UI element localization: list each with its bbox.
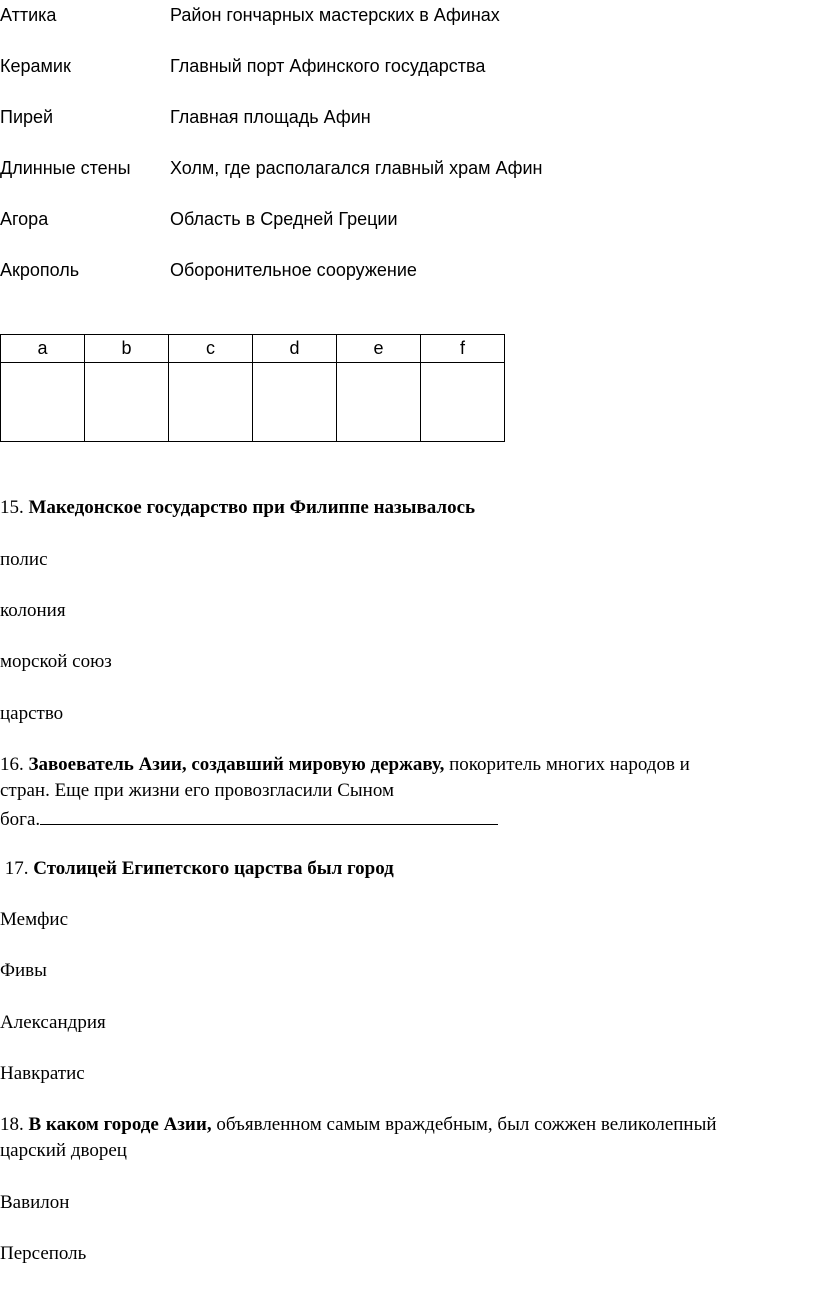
answer-cell[interactable] xyxy=(337,363,421,442)
match-term: Акрополь xyxy=(0,260,80,280)
question-15 xyxy=(0,497,475,519)
answer-table-header-row xyxy=(1,335,505,363)
question-text: Македонское государство при Филиппе называлось xyxy=(28,497,476,518)
question-number: 18. xyxy=(0,1114,24,1135)
answer-cell[interactable] xyxy=(1,363,85,442)
match-definition: Район гончарных мастерских в Афинах xyxy=(170,5,500,25)
question-text: Завоеватель Азии, создавший мировую державу, xyxy=(28,754,445,775)
match-row xyxy=(0,209,760,233)
match-definition: Холм, где располагался главный храм Афин xyxy=(170,158,543,178)
option: Вавилон xyxy=(0,1192,70,1213)
match-row xyxy=(0,158,760,182)
question-18 xyxy=(0,1114,717,1136)
question-text: Столицей Египетского царства был город xyxy=(33,858,394,879)
question-16 xyxy=(0,754,690,776)
option: царство xyxy=(0,703,64,724)
match-term: Длинные стены xyxy=(0,158,131,178)
option: морской союз xyxy=(0,651,112,672)
match-term: Агора xyxy=(0,209,49,229)
answer-table xyxy=(0,334,505,442)
match-definition: Главная площадь Афин xyxy=(170,107,371,127)
answer-cell[interactable] xyxy=(169,363,253,442)
answer-column-header: f xyxy=(421,335,505,363)
match-row xyxy=(0,260,760,284)
match-term: Аттика xyxy=(0,5,57,25)
question-number: 17. xyxy=(4,858,29,879)
match-definition: Область в Средней Греции xyxy=(170,209,398,229)
option: Навкратис xyxy=(0,1063,85,1084)
option: колония xyxy=(0,600,66,621)
option: Мемфис xyxy=(0,909,69,930)
answer-column-header: a xyxy=(1,335,85,363)
answer-blank-line[interactable] xyxy=(40,806,498,825)
answer-table-input-row xyxy=(1,363,505,442)
match-term: Керамик xyxy=(0,56,71,76)
question-number: 15. xyxy=(0,497,24,518)
answer-cell[interactable] xyxy=(421,363,505,442)
answer-column-header: c xyxy=(169,335,253,363)
match-definition: Главный порт Афинского государства xyxy=(170,56,486,76)
match-row xyxy=(0,5,760,29)
question-text-rest: объявленном самым враждебным, был сожжен великолепный xyxy=(211,1114,717,1135)
question-16-line-2: стран. Еще при жизни его провозгласили Сыном xyxy=(0,780,394,801)
option: Персеполь xyxy=(0,1243,87,1264)
match-row xyxy=(0,107,760,131)
answer-cell[interactable] xyxy=(253,363,337,442)
answer-column-header: d xyxy=(253,335,337,363)
option: Фивы xyxy=(0,960,47,981)
question-18-line-2: царский дворец xyxy=(0,1140,127,1161)
answer-cell[interactable] xyxy=(85,363,169,442)
question-text: В каком городе Азии, xyxy=(28,1114,212,1135)
match-row xyxy=(0,56,760,80)
question-text-rest: покоритель многих народов и xyxy=(444,754,690,775)
option: Александрия xyxy=(0,1012,106,1033)
question-number: 16. xyxy=(0,754,24,775)
answer-column-header: b xyxy=(85,335,169,363)
question-16-line-3 xyxy=(0,806,498,831)
answer-column-header: e xyxy=(337,335,421,363)
question-text-end: бога. xyxy=(0,809,41,830)
option: полис xyxy=(0,549,48,570)
question-17 xyxy=(0,858,394,880)
match-definition: Оборонительное сооружение xyxy=(170,260,417,280)
match-term: Пирей xyxy=(0,107,54,127)
